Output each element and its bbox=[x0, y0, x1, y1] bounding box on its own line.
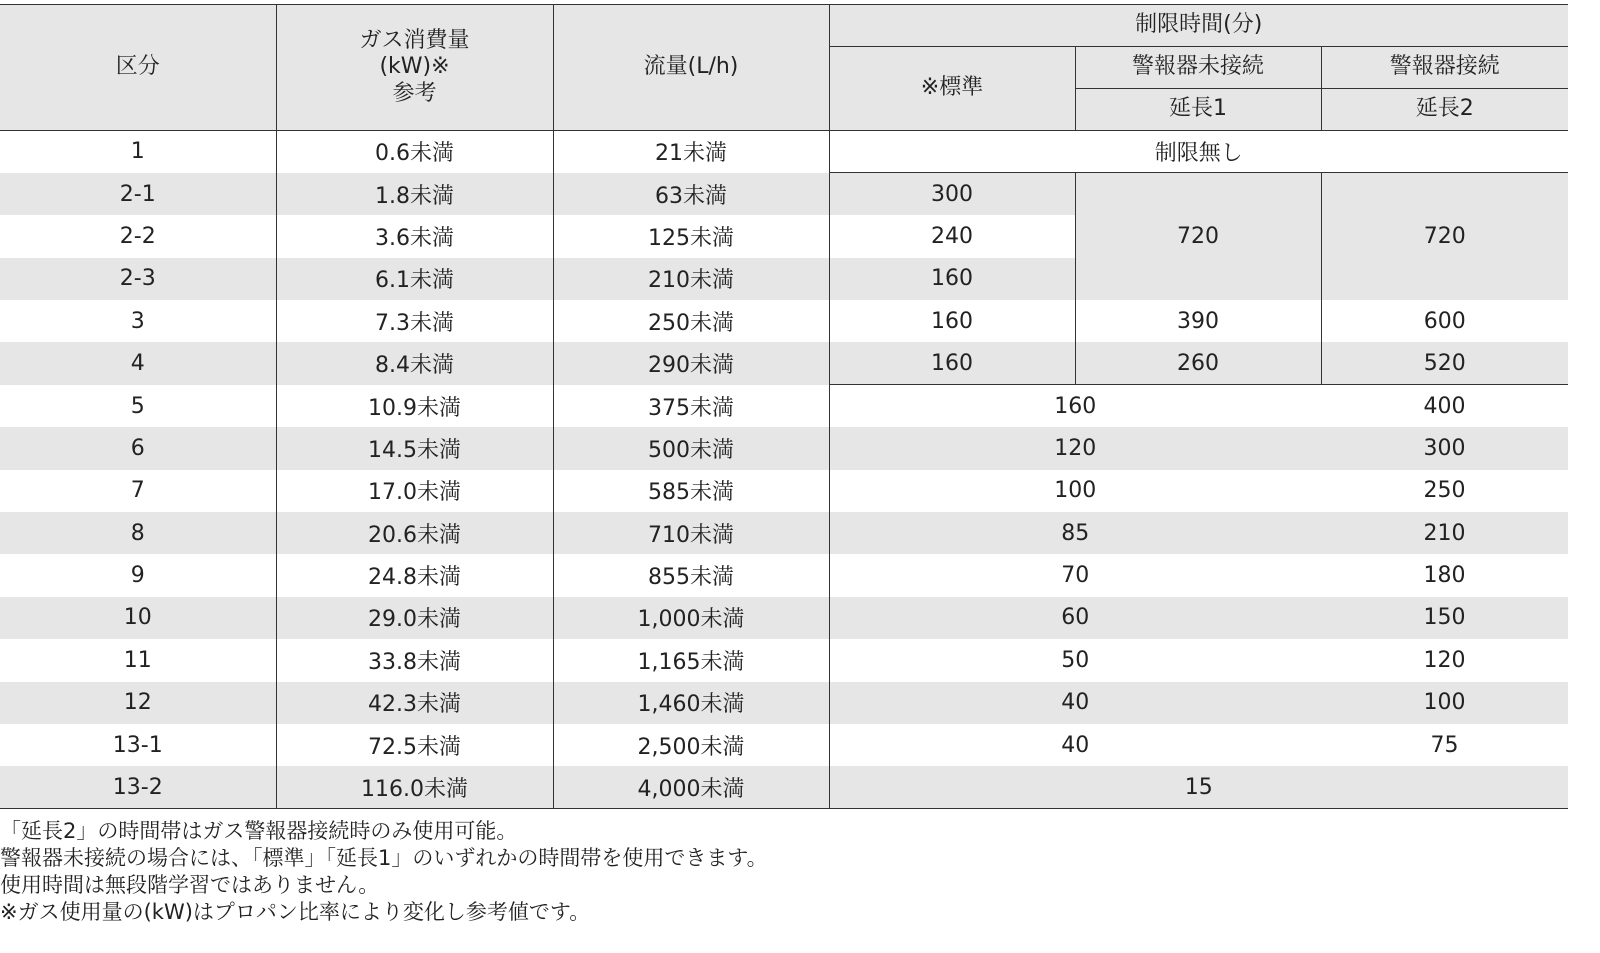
cell-standard: 160 bbox=[829, 258, 1075, 300]
cell-flow: 1,460未満 bbox=[553, 682, 829, 724]
footnote-1: 「延長2」の時間帯はガス警報器接続時のみ使用可能。 bbox=[0, 819, 518, 843]
gas-time-limit-table bbox=[0, 4, 1568, 809]
cell-gas: 24.8未満 bbox=[276, 554, 553, 596]
cell-standard-extension-1: 100 bbox=[829, 470, 1321, 512]
cell-limit-merged: 15 bbox=[829, 766, 1568, 808]
header-gas-line2: (kW)※ bbox=[379, 54, 450, 80]
cell-kubun: 11 bbox=[0, 639, 276, 681]
header-gas-line1: ガス消費量 bbox=[359, 27, 470, 53]
cell-flow: 585未満 bbox=[553, 470, 829, 512]
cell-kubun: 13-2 bbox=[0, 766, 276, 808]
header-flow: 流量(L/h) bbox=[553, 5, 829, 131]
footnotes bbox=[0, 818, 768, 926]
cell-gas: 29.0未満 bbox=[276, 597, 553, 639]
header-extension-1: 延長1 bbox=[1075, 89, 1321, 131]
cell-standard: 240 bbox=[829, 215, 1075, 257]
cell-gas: 8.4未満 bbox=[276, 342, 553, 384]
table-row bbox=[0, 554, 1568, 596]
cell-flow: 2,500未満 bbox=[553, 724, 829, 766]
footnote-2: 警報器未接続の場合には、「標準」「延長1」のいずれかの時間帯を使用できます。 bbox=[0, 846, 768, 870]
cell-gas: 33.8未満 bbox=[276, 639, 553, 681]
cell-kubun: 2-3 bbox=[0, 258, 276, 300]
cell-flow: 4,000未満 bbox=[553, 766, 829, 808]
cell-standard: 160 bbox=[829, 342, 1075, 384]
cell-gas: 1.8未満 bbox=[276, 173, 553, 215]
header-gas-line3: 参考 bbox=[392, 80, 437, 106]
table-row bbox=[0, 639, 1568, 681]
cell-extension-2: 400 bbox=[1423, 393, 1466, 419]
cell-gas: 7.3未満 bbox=[276, 300, 553, 342]
cell-kubun: 2-2 bbox=[0, 215, 276, 257]
cell-kubun: 12 bbox=[0, 682, 276, 724]
cell-gas: 72.5未満 bbox=[276, 724, 553, 766]
cell-extension-2: 210 bbox=[1321, 512, 1568, 554]
cell-standard-extension-1: 160 bbox=[829, 385, 1321, 427]
cell-gas: 17.0未満 bbox=[276, 470, 553, 512]
table-row bbox=[0, 724, 1568, 766]
cell-kubun: 2-1 bbox=[0, 173, 276, 215]
cell-standard-extension-1: 50 bbox=[829, 639, 1321, 681]
cell-extension-2: 180 bbox=[1423, 563, 1466, 589]
cell-extension-2: 300 bbox=[1321, 427, 1568, 469]
table-row bbox=[0, 766, 1568, 808]
cell-kubun: 1 bbox=[0, 131, 276, 173]
footnote-4: ※ガス使用量の(kW)はプロパン比率により変化し参考値です。 bbox=[0, 900, 591, 924]
cell-standard-extension-1: 120 bbox=[829, 427, 1321, 469]
cell-standard: 300 bbox=[829, 173, 1075, 215]
cell-flow: 250未満 bbox=[553, 300, 829, 342]
cell-flow: 21未満 bbox=[553, 131, 829, 173]
cell-kubun: 3 bbox=[0, 300, 276, 342]
cell-extension-2: 250 bbox=[1423, 478, 1466, 504]
cell-gas: 14.5未満 bbox=[276, 427, 553, 469]
table-row bbox=[0, 597, 1568, 639]
cell-gas: 42.3未満 bbox=[276, 682, 553, 724]
cell-extension-2: 150 bbox=[1321, 597, 1568, 639]
header-alarm-not-connected: 警報器未接続 bbox=[1075, 47, 1321, 89]
table-row bbox=[0, 385, 1568, 427]
cell-gas: 10.9未満 bbox=[276, 385, 553, 427]
cell-gas: 0.6未満 bbox=[276, 131, 553, 173]
cell-extension-1: 390 bbox=[1075, 300, 1321, 342]
cell-kubun: 6 bbox=[0, 427, 276, 469]
table-row bbox=[0, 470, 1568, 512]
cell-standard-extension-1: 70 bbox=[829, 554, 1321, 596]
cell-kubun: 7 bbox=[0, 470, 276, 512]
cell-extension-1: 260 bbox=[1075, 342, 1321, 384]
cell-flow: 210未満 bbox=[553, 258, 829, 300]
cell-extension-2: 520 bbox=[1321, 342, 1568, 384]
cell-flow: 1,165未満 bbox=[553, 639, 829, 681]
table-row bbox=[0, 427, 1568, 469]
cell-flow: 1,000未満 bbox=[553, 597, 829, 639]
cell-gas: 20.6未満 bbox=[276, 512, 553, 554]
cell-extension-2: 120 bbox=[1423, 647, 1466, 673]
header-time-limit: 制限時間(分) bbox=[829, 5, 1568, 47]
cell-standard-extension-1: 40 bbox=[829, 724, 1321, 766]
footnote-3: 使用時間は無段階学習ではありません。 bbox=[0, 873, 380, 897]
header-standard: ※標準 bbox=[829, 47, 1075, 131]
cell-flow: 710未満 bbox=[553, 512, 829, 554]
cell-no-limit: 制限無し bbox=[829, 131, 1568, 173]
cell-gas: 3.6未満 bbox=[276, 215, 553, 257]
cell-kubun: 10 bbox=[0, 597, 276, 639]
cell-standard-extension-1: 40 bbox=[829, 682, 1321, 724]
table-row bbox=[0, 173, 1568, 215]
cell-kubun: 13-1 bbox=[0, 724, 276, 766]
header-row-1 bbox=[0, 5, 1568, 47]
table-row bbox=[0, 342, 1568, 384]
cell-flow: 500未満 bbox=[553, 427, 829, 469]
cell-flow: 63未満 bbox=[553, 173, 829, 215]
cell-gas: 6.1未満 bbox=[276, 258, 553, 300]
cell-flow: 855未満 bbox=[553, 554, 829, 596]
cell-kubun: 8 bbox=[0, 512, 276, 554]
cell-extension-1-merged: 720 bbox=[1075, 173, 1321, 300]
cell-flow: 375未満 bbox=[553, 385, 829, 427]
table-row bbox=[0, 131, 1568, 173]
cell-standard: 160 bbox=[829, 300, 1075, 342]
table-row bbox=[0, 682, 1568, 724]
cell-extension-2: 75 bbox=[1430, 732, 1459, 758]
cell-flow: 125未満 bbox=[553, 215, 829, 257]
header-kubun: 区分 bbox=[0, 5, 276, 131]
header-gas-consumption bbox=[276, 5, 553, 131]
table-row bbox=[0, 300, 1568, 342]
table-row bbox=[0, 512, 1568, 554]
cell-extension-2: 100 bbox=[1321, 682, 1568, 724]
cell-kubun: 9 bbox=[0, 554, 276, 596]
cell-kubun: 5 bbox=[0, 385, 276, 427]
cell-standard-extension-1: 60 bbox=[829, 597, 1321, 639]
header-alarm-connected: 警報器接続 bbox=[1321, 47, 1568, 89]
cell-flow: 290未満 bbox=[553, 342, 829, 384]
cell-kubun: 4 bbox=[0, 342, 276, 384]
header-extension-2: 延長2 bbox=[1321, 89, 1568, 131]
cell-standard-extension-1: 85 bbox=[829, 512, 1321, 554]
cell-gas: 116.0未満 bbox=[276, 766, 553, 808]
cell-extension-2: 600 bbox=[1321, 300, 1568, 342]
cell-extension-2-merged: 720 bbox=[1321, 173, 1568, 300]
